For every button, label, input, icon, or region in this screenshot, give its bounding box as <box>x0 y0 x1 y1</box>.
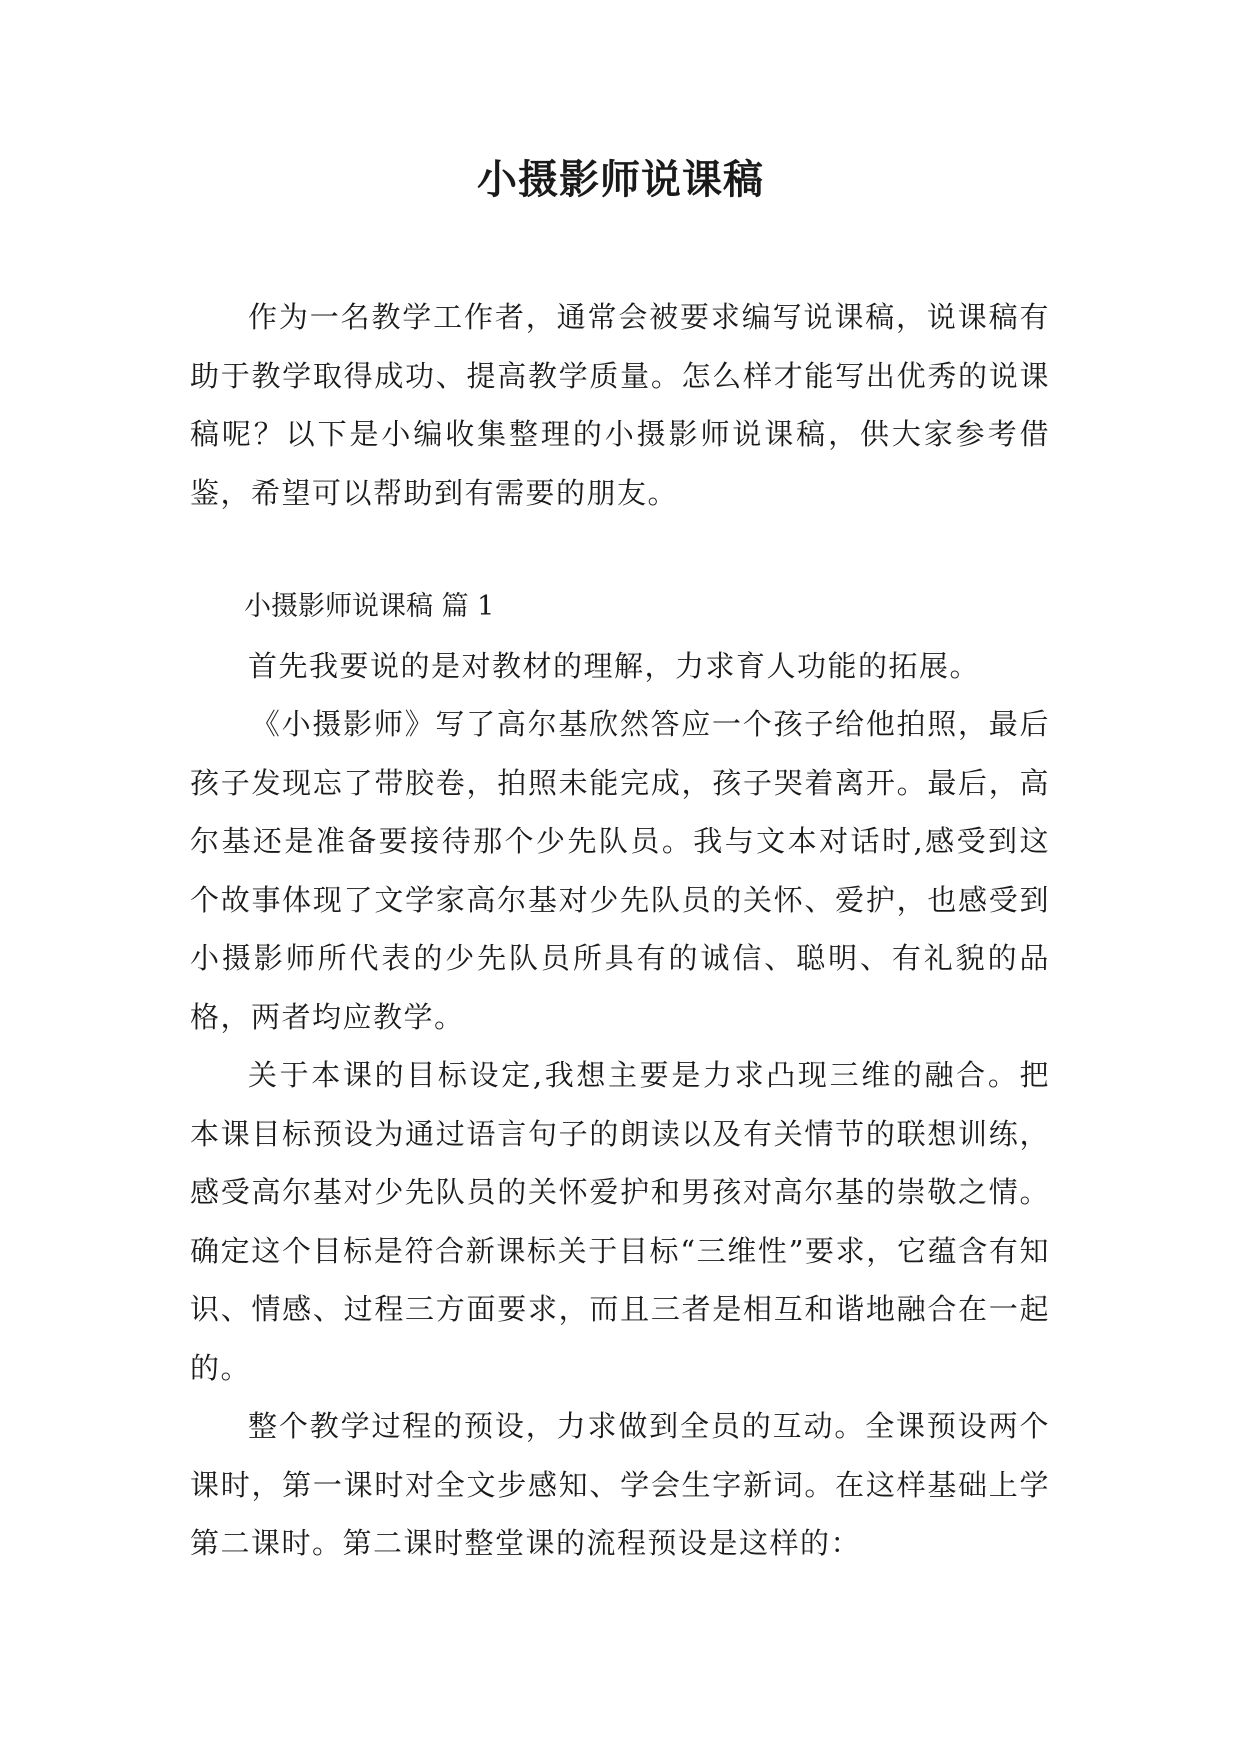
paragraph-2: 《小摄影师》写了高尔基欣然答应一个孩子给他拍照，最后孩子发现忘了带胶卷，拍照未能完成，孩子哭着离开。最后，高尔基还是准备要接待那个少先队员。我与文本对话时,感受到这个故事体现了文学家高尔基对少先队员的关怀、爱护，也感受到小摄影师所代表的少先队员所具有的诚信、聪明、有礼貌的品格，两者均应教学。 <box>190 707 1050 1034</box>
paragraph-4: 整个教学过程的预设，力求做到全员的互动。全课预设两个课时，第一课时对全文步感知、学会生字新词。在这样基础上学第二课时。第二课时整堂课的流程预设是这样的： <box>190 1409 1050 1560</box>
paragraph-1: 首先我要说的是对教材的理解，力求育人功能的拓展。 <box>248 648 981 683</box>
section-heading: 小摄影师说课稿 篇 1 <box>244 591 495 622</box>
document-title: 小摄影师说课稿 <box>477 157 764 203</box>
document-body <box>190 288 1050 1573</box>
paragraph-3: 关于本课的目标设定,我想主要是力求凸现三维的融合。把本课目标预设为通过语言句子的朗读以及有关情节的联想训练，感受高尔基对少先队员的关怀爱护和男孩对高尔基的崇敬之情。确定这个目标是符合新课标关于目标“三维性”要求，它蕴含有知识、情感、过程三方面要求，而且三者是相互和谐地融合在一起的。 <box>190 1058 1050 1385</box>
intro-paragraph: 作为一名教学工作者，通常会被要求编写说课稿，说课稿有助于教学取得成功、提高教学质量。怎么样才能写出优秀的说课稿呢？以下是小编收集整理的小摄影师说课稿，供大家参考借鉴，希望可以帮助到有需要的朋友。 <box>190 300 1050 510</box>
